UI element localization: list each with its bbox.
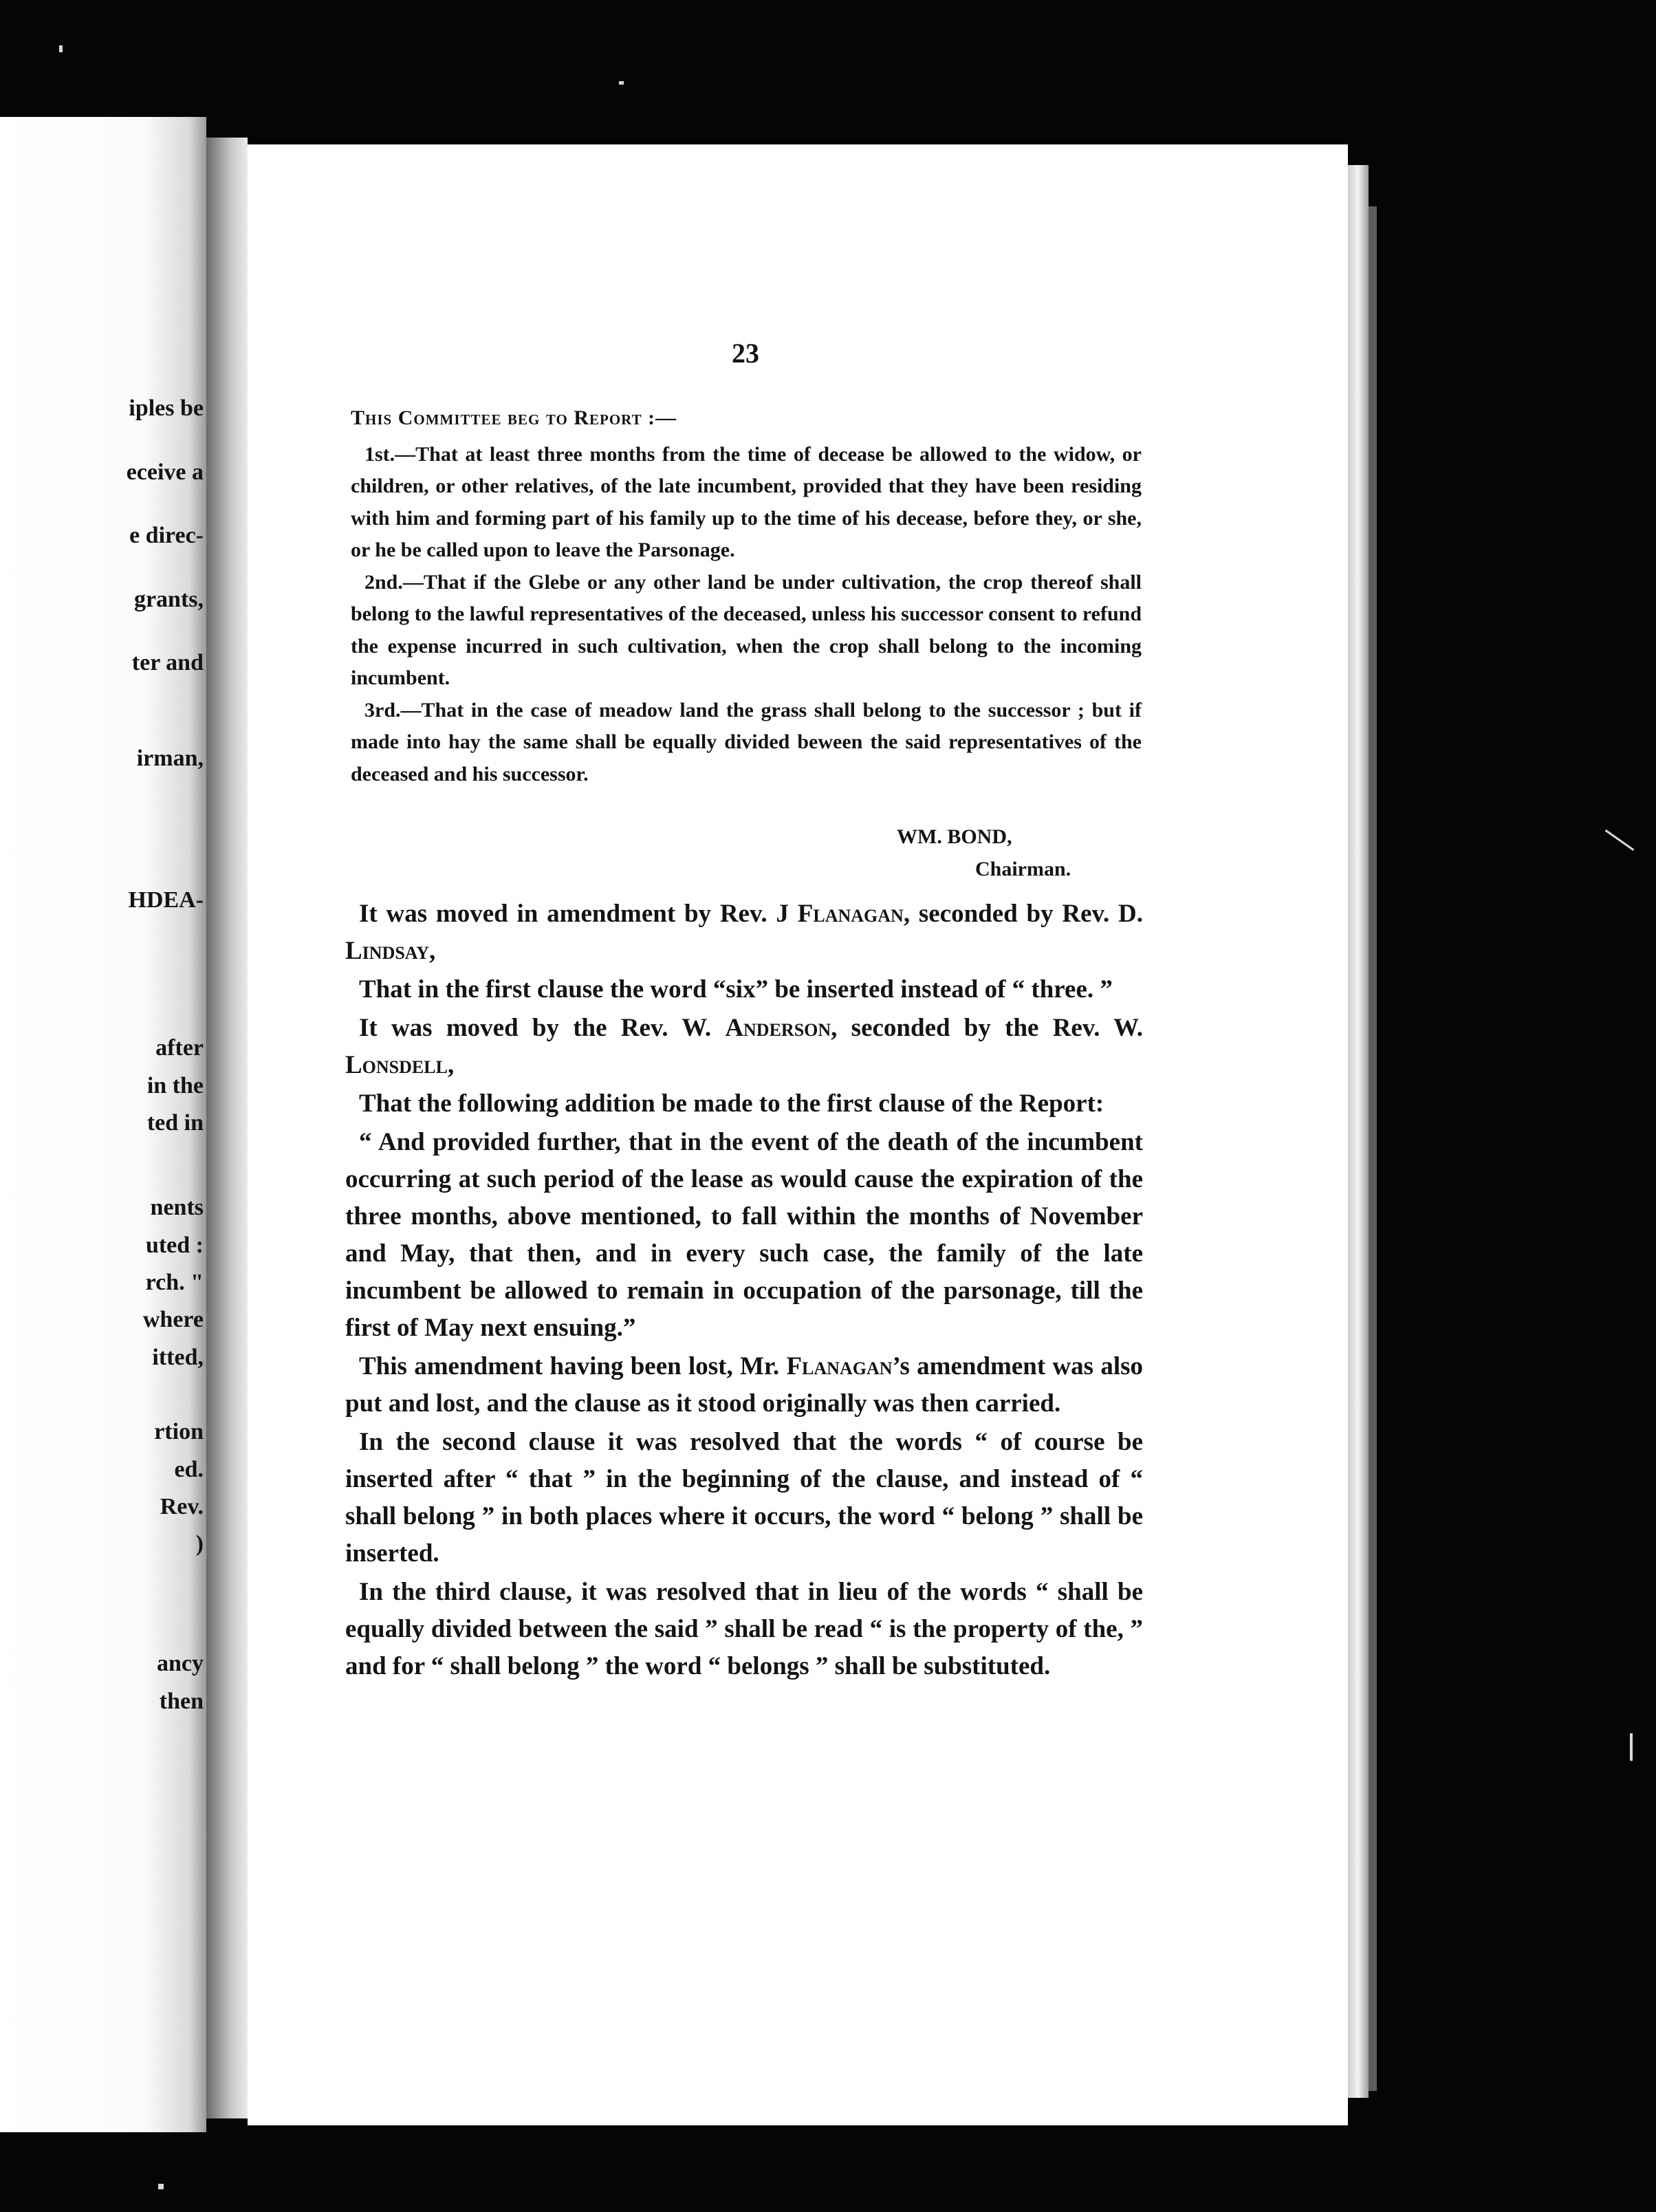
left-fragment: uted : bbox=[145, 1233, 204, 1258]
left-fragment: iples be bbox=[129, 395, 204, 421]
person-name: Lonsdell bbox=[345, 1051, 448, 1079]
text-run: This amendment having been lost, Mr. bbox=[359, 1352, 787, 1380]
signatory-title: Chairman. bbox=[975, 858, 1071, 880]
left-fragment: e direc- bbox=[129, 523, 204, 548]
left-fragment: ter and bbox=[131, 650, 204, 675]
addition-intro: That the following addition be made to the first clause of the Report: bbox=[359, 1089, 1104, 1118]
scan-speck bbox=[158, 2184, 164, 2189]
book-cover-edge bbox=[1369, 206, 1377, 2091]
text-run: It was moved in amendment by Rev. J bbox=[359, 900, 798, 928]
person-name: Flanagan bbox=[797, 900, 904, 928]
text-run: , bbox=[447, 1051, 455, 1079]
left-fragment: ancy bbox=[157, 1651, 204, 1676]
minutes-body bbox=[345, 894, 1143, 1685]
text-run: ’s amendment was also put and lost, and the clause as it stood originally was then carried. bbox=[345, 1352, 1143, 1418]
scan-speck bbox=[59, 45, 63, 52]
left-fragment: ed. bbox=[174, 1457, 204, 1482]
text-run: It was moved by the Rev. W. bbox=[359, 1014, 726, 1042]
signatory-name: WM. BOND, bbox=[897, 825, 1012, 848]
left-fragment: Rev. bbox=[160, 1494, 204, 1519]
text-run: , bbox=[428, 937, 436, 965]
left-fragment: ted in bbox=[146, 1110, 204, 1136]
left-fragment: HDEA- bbox=[128, 887, 204, 913]
third-clause-resolution: In the third clause, it was resolved that in lieu of the words “ shall be equally divided between the said ” shall be read “ is the property of the, ” and for “ shall belong ” the word “ belongs ” shall be substituted. bbox=[345, 1578, 1143, 1680]
report-heading: This Committee beg to Report :— bbox=[351, 406, 677, 429]
report-clause-2: 2nd.—That if the Glebe or any other land be under cultivation, the crop thereof shall belong to the lawful representatives of the deceased, unless his successor consent to refund the expense incurred in such cultivation, when the crop shall belong to the incoming incumbent. bbox=[351, 570, 1142, 689]
left-fragment: nents bbox=[150, 1195, 204, 1220]
quoted-addition: “ And provided further, that in the event of the death of the incumbent occurring at such period of the lease as would cause the expiration of the three months, above mentioned, to fall within the months of November and May, that then, and in every such case, the family of the late incumbent be allowed to remain in occupation of the parsonage, till the first of May next ensuing.” bbox=[345, 1128, 1143, 1342]
report-clause-3: 3rd.—That in the case of meadow land the grass shall belong to the successor ; but if made into hay the same shall be equally divided beween the said representatives of the deceased and his successor. bbox=[351, 698, 1142, 785]
text-run: , seconded by the Rev. W. bbox=[831, 1014, 1143, 1042]
left-fragment: ) bbox=[195, 1531, 204, 1557]
person-name: Flanagan bbox=[786, 1352, 893, 1380]
motion-paragraph bbox=[345, 1010, 1143, 1084]
left-fragment: rtion bbox=[154, 1419, 204, 1444]
page-edge bbox=[1348, 165, 1369, 2098]
scan-speck bbox=[1605, 830, 1635, 851]
page-number: 23 bbox=[732, 338, 759, 369]
left-fragment: where bbox=[142, 1307, 204, 1332]
scan-speck bbox=[619, 81, 624, 85]
person-name: Lindsay bbox=[345, 937, 429, 965]
left-fragment: grants, bbox=[133, 587, 204, 612]
left-fragment: in the bbox=[146, 1073, 204, 1098]
left-fragment: then bbox=[159, 1689, 204, 1714]
left-fragment: eceive a bbox=[126, 459, 204, 485]
committee-report bbox=[351, 402, 1142, 790]
left-fragment: irman, bbox=[136, 746, 204, 771]
vote-result-paragraph bbox=[345, 1348, 1143, 1422]
motion-paragraph bbox=[345, 896, 1143, 970]
report-clause-1: 1st.—That at least three months from the time of decease be allowed to the widow, or children, or other relatives, of the late incumbent, provided that they have been residing with him and forming part of his family up to the time of his decease, before they, or she, or he be called upon to leave the Parsonage. bbox=[351, 442, 1142, 561]
person-name: Anderson bbox=[725, 1014, 831, 1042]
scan-speck bbox=[1630, 1733, 1633, 1761]
left-fragment: after bbox=[155, 1035, 204, 1061]
text-run: , seconded by Rev. D. bbox=[903, 900, 1143, 928]
second-clause-resolution: In the second clause it was resolved that the words “ of course be inserted after “ that ” in the beginning of the clause, and instead of “ shall belong ” in both places where it occurs, the word “ belong ” shall be inserted. bbox=[345, 1428, 1143, 1568]
left-fragment: itted, bbox=[152, 1345, 204, 1370]
book-gutter bbox=[206, 138, 248, 2118]
amendment-text: That in the first clause the word “six” be inserted instead of “ three. ” bbox=[359, 975, 1113, 1004]
left-fragment: rch. " bbox=[145, 1270, 204, 1295]
